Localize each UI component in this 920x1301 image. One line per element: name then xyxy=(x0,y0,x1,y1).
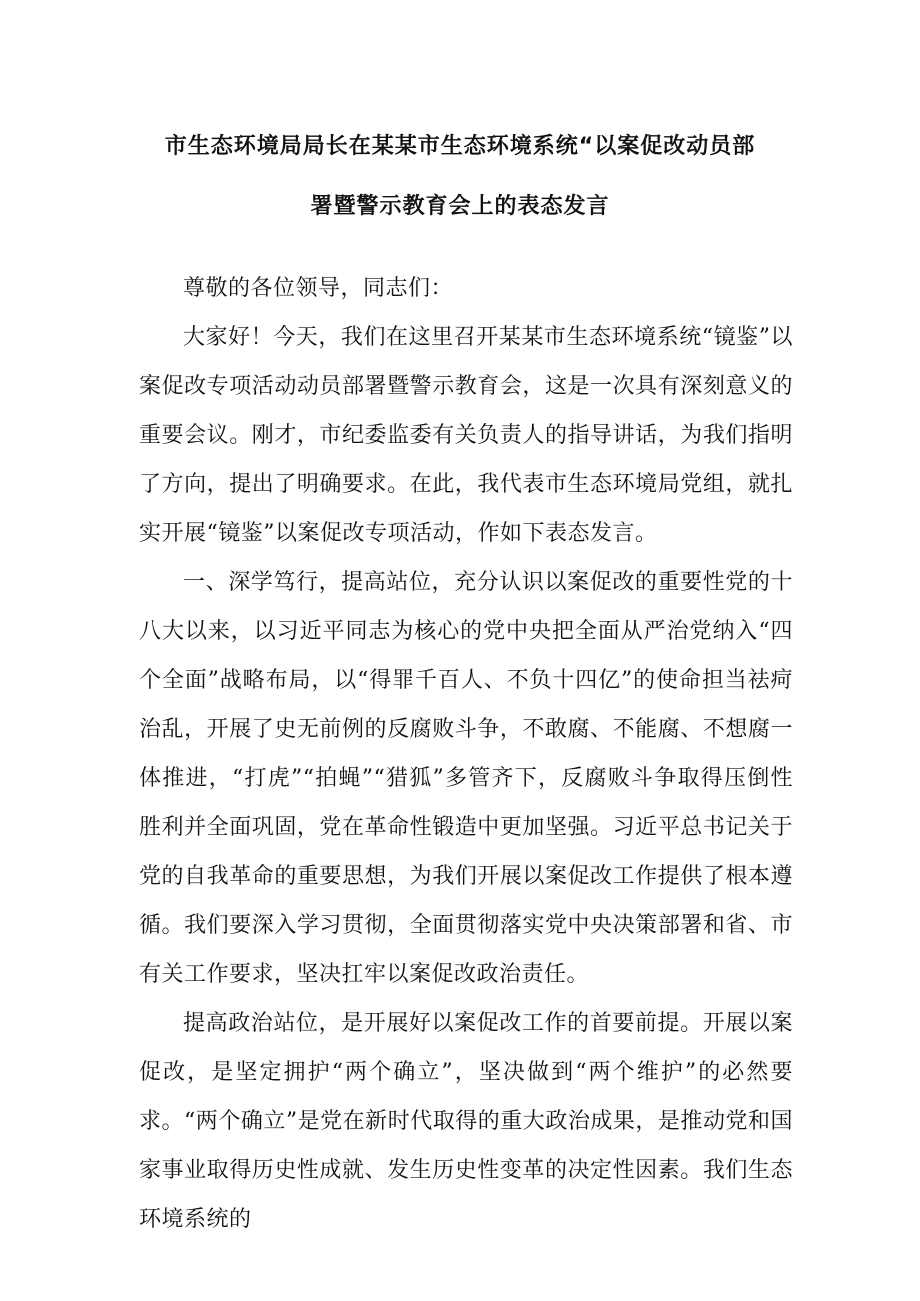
body-paragraph: 提高政治站位，是开展好以案促改工作的首要前提。开展以案促改，是坚定拥护“两个确立”，坚决做到“两个维护”的必然要求。“两个确立”是党在新时代取得的重大政治成果，是推动党和国家事业取得历史性成就、发生历史性变革的决定性因素。我们生态环境系统的 xyxy=(139,1011,793,1232)
salutation: 尊敬的各位领导，同志们： xyxy=(183,276,454,301)
body-paragraph: 一、深学笃行，提高站位，充分认识以案促改的重要性党的十八大以来，以习近平同志为核心的党中央把全面从严治党纳入“四个全面”战略布局，以“得罪千百人、不负十四亿”的使命担当祛疴治乱，开展了史无前例的反腐败斗争，不敢腐、不能腐、不想腐一体推进，“打虎”“拍蝇”“猎狐”多管齐下，反腐败斗争取得压倒性胜利并全面巩固，党在革命性锻造中更加坚强。习近平总书记关于党的自我革命的重要思想，为我们开展以案促改工作提供了根本遵循。我们要深入学习贯彻，全面贯彻落实党中央决策部署和省、市有关工作要求，坚决扛牢以案促改政治责任。 xyxy=(139,570,793,987)
body-paragraph: 大家好！今天，我们在这里召开某某市生态环境系统“镜鉴”以案促改专项活动动员部署暨警示教育会，这是一次具有深刻意义的重要会议。刚才，市纪委监委有关负责人的指导讲话，为我们指明了方向，提出了明确要求。在此，我代表市生态环境局党组，就扎实开展“镜鉴”以案促改专项活动，作如下表态发言。 xyxy=(139,325,793,546)
document-title-line-2: 署暨警示教育会上的表态发言 xyxy=(310,194,610,219)
document-title-line-1: 市生态环境局局长在某某市生态环境系统“以案促改动员部 xyxy=(164,134,756,159)
document-body xyxy=(139,264,793,1244)
